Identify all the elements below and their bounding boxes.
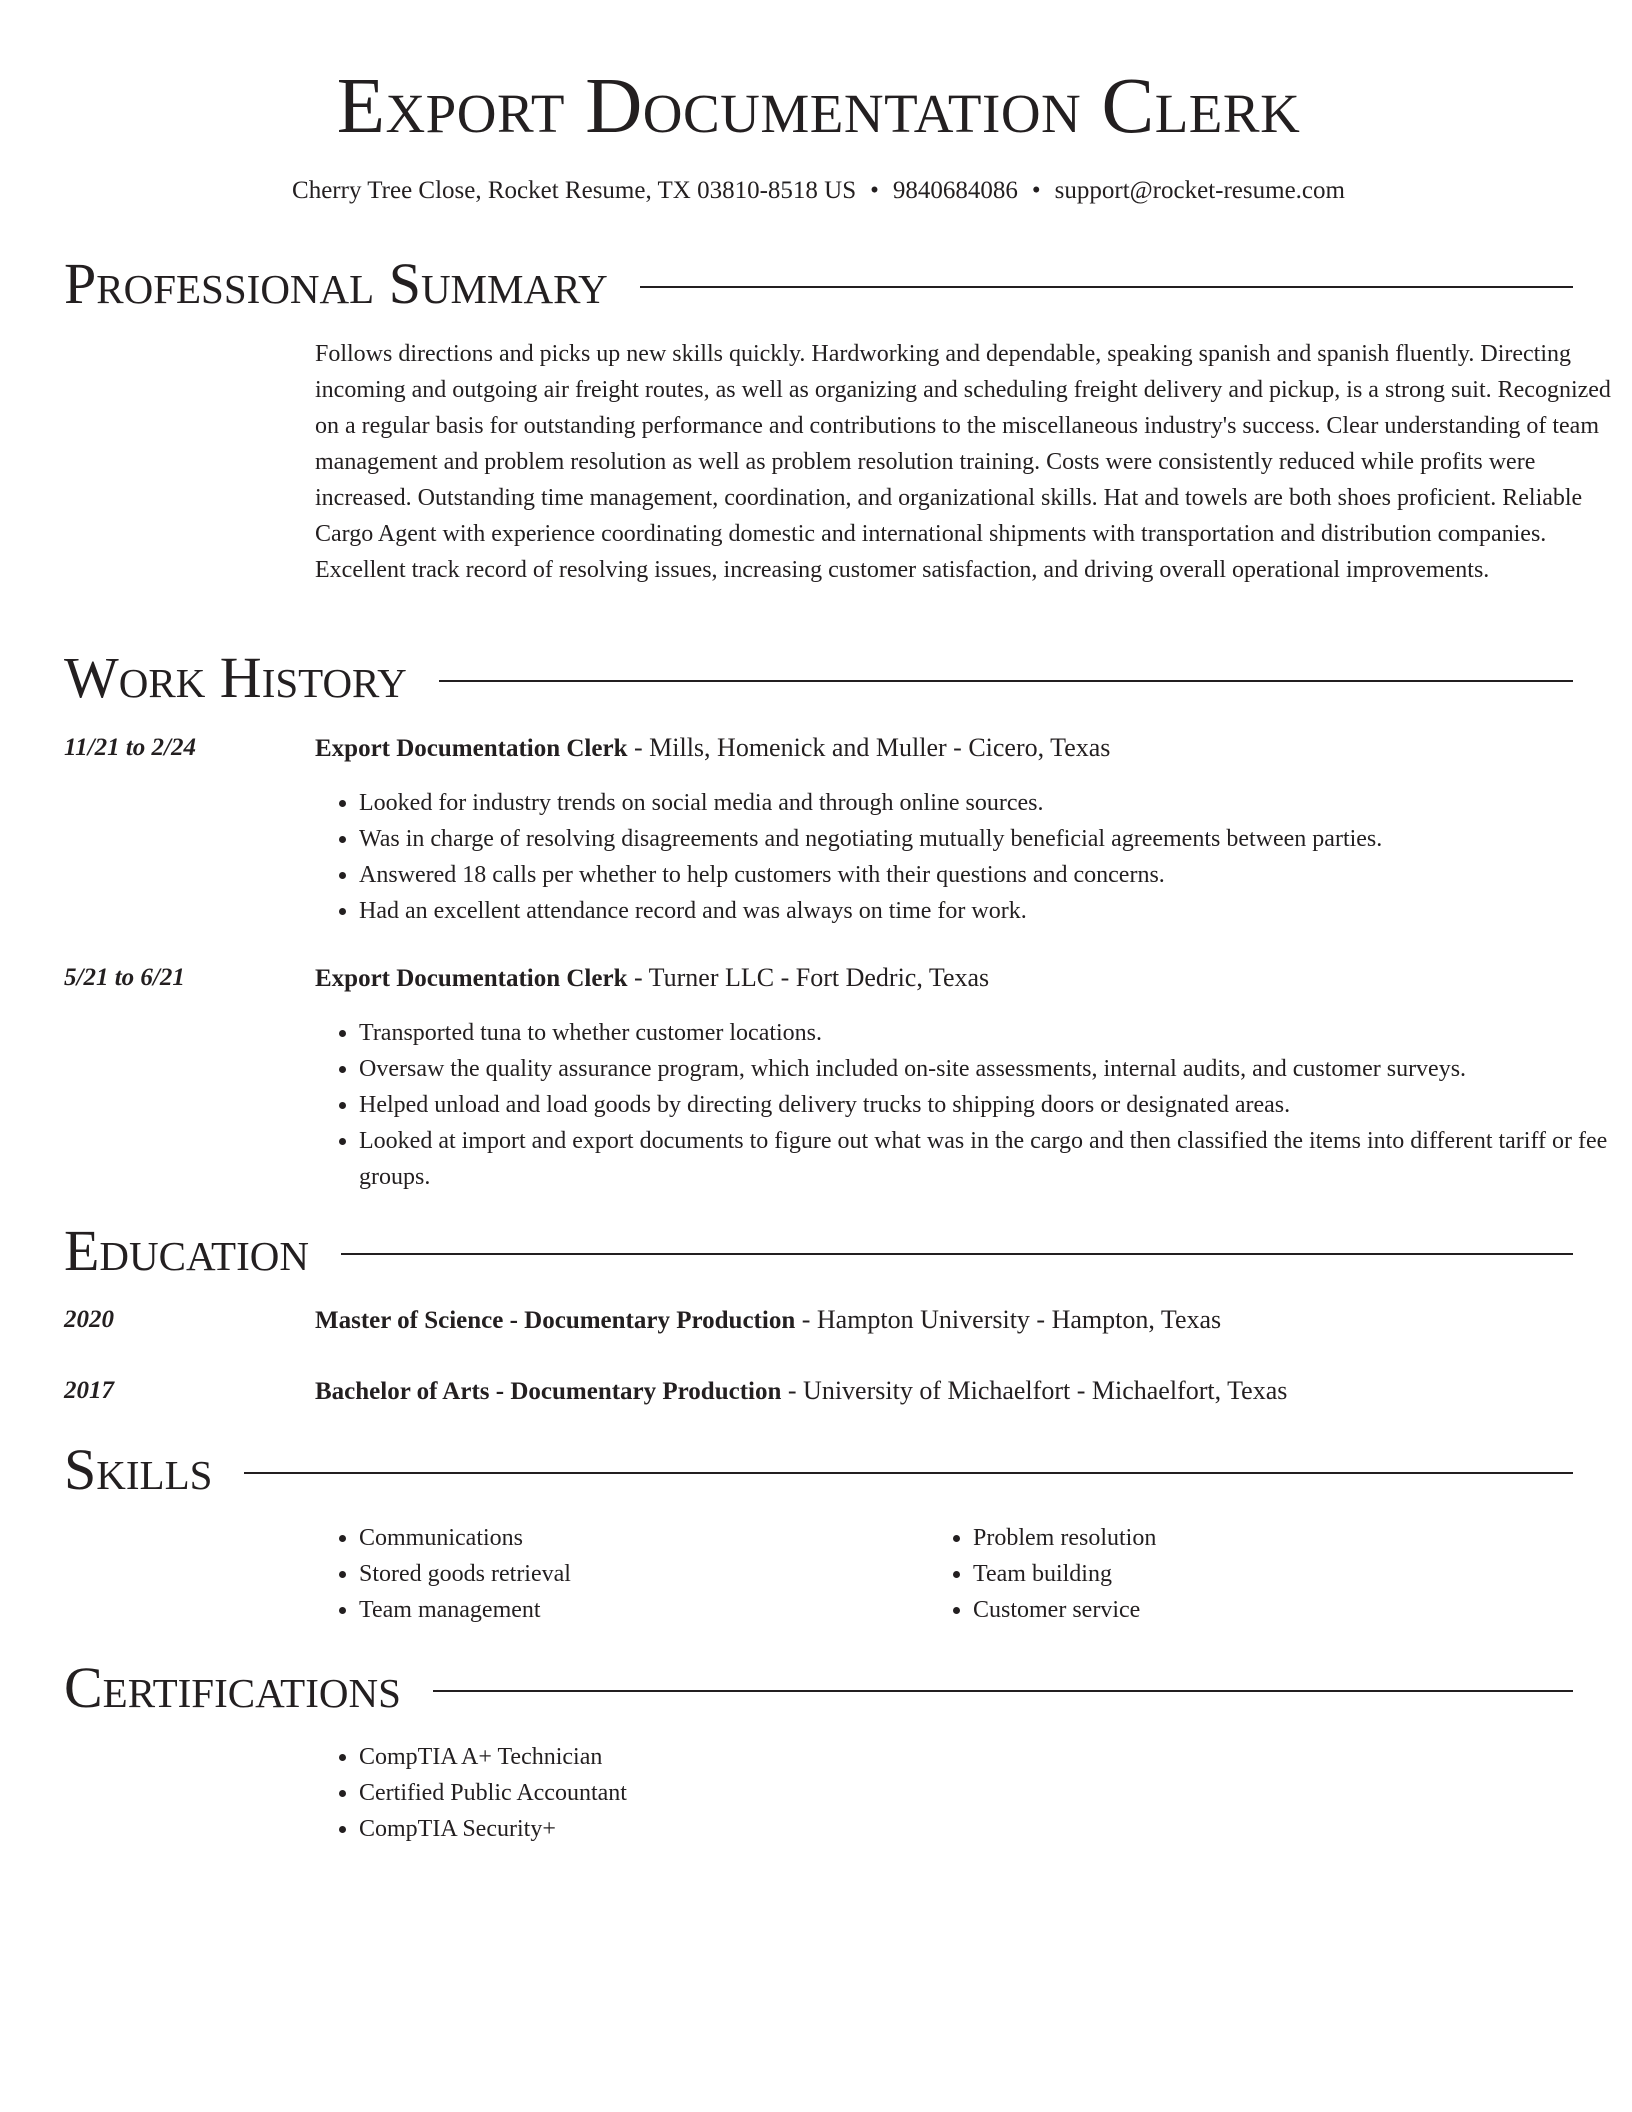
- work-entry-dates: 11/21 to 2/24: [64, 734, 196, 761]
- list-item: • Looked for industry trends on social media and through online sources.: [359, 785, 1632, 821]
- work-entry-heading: [315, 731, 1110, 766]
- section-divider: [433, 1690, 1573, 1692]
- list-item: • Communications: [359, 1520, 919, 1556]
- education-degree: Master of Science - Documentary Production: [315, 1307, 796, 1334]
- contact-phone: 9840684086: [892, 177, 1018, 204]
- summary-section-header: [64, 252, 1573, 316]
- list-item: • Was in charge of resolving disagreements and negotiating mutually beneficial agreements between parties.: [359, 821, 1632, 857]
- section-divider: [640, 286, 1573, 288]
- list-item: • Certified Public Accountant: [359, 1775, 1632, 1811]
- contact-separator: •: [1031, 177, 1041, 204]
- education-details: - Hampton University - Hampton, Texas: [795, 1305, 1222, 1334]
- education-heading: [315, 1303, 1221, 1338]
- list-item: • Helped unload and load goods by directing delivery trucks to shipping doors or designated areas.: [359, 1087, 1632, 1123]
- work-section-header: [64, 646, 1573, 710]
- certifications-list: [315, 1739, 1632, 1847]
- work-entry-role: Export Documentation Clerk: [315, 735, 628, 762]
- skills-list-left: [315, 1520, 919, 1628]
- section-divider: [341, 1253, 1573, 1255]
- education-section-header: [64, 1219, 1573, 1283]
- section-divider: [244, 1472, 1573, 1474]
- education-year: 2017: [64, 1377, 114, 1404]
- education-year: 2020: [64, 1306, 114, 1333]
- contact-email: support@rocket-resume.com: [1054, 177, 1345, 204]
- list-item: • Oversaw the quality assurance program, which included on-site assessments, internal audits, and customer surveys.: [359, 1051, 1632, 1087]
- list-item: • CompTIA Security+: [359, 1811, 1632, 1847]
- work-entry-bullets: [315, 785, 1632, 929]
- contact-separator: •: [870, 177, 879, 204]
- skills-list-right: [929, 1520, 1533, 1628]
- work-entry-details: - Turner LLC - Fort Dedric, Texas: [627, 963, 990, 992]
- list-item: • Transported tuna to whether customer locations.: [359, 1015, 1632, 1051]
- section-title-education: Education: [64, 1218, 309, 1283]
- education-degree: Bachelor of Arts - Documentary Production: [315, 1378, 782, 1405]
- section-title-summary: Professional Summary: [64, 251, 608, 316]
- education-details: - University of Michaelfort - Michaelfort, Texas: [781, 1376, 1288, 1405]
- list-item: • Stored goods retrieval: [359, 1556, 919, 1592]
- work-entry-details: - Mills, Homenick and Muller - Cicero, Texas: [627, 733, 1111, 762]
- section-divider: [439, 680, 1573, 682]
- list-item: • Looked at import and export documents to figure out what was in the cargo and then classified the items into different tariff or fee groups.: [359, 1123, 1632, 1195]
- work-entry-bullets: [315, 1015, 1632, 1195]
- skills-section-header: [64, 1438, 1573, 1502]
- list-item: • Team building: [973, 1556, 1533, 1592]
- resume-name: Export Documentation Clerk: [336, 63, 1301, 150]
- list-item: • Customer service: [973, 1592, 1533, 1628]
- contact-line: [64, 174, 1573, 208]
- work-entry-heading: [315, 961, 989, 996]
- work-entry-dates: 5/21 to 6/21: [64, 964, 185, 991]
- education-heading: [315, 1374, 1287, 1409]
- section-title-skills: Skills: [64, 1437, 213, 1502]
- work-entry-role: Export Documentation Clerk: [315, 965, 628, 992]
- section-title-work: Work History: [64, 645, 407, 710]
- list-item: • Team management: [359, 1592, 919, 1628]
- list-item: • Answered 18 calls per whether to help customers with their questions and concerns.: [359, 857, 1632, 893]
- contact-address: Cherry Tree Close, Rocket Resume, TX 03810-8518 US: [292, 177, 857, 204]
- list-item: • CompTIA A+ Technician: [359, 1739, 1632, 1775]
- section-title-certifications: Certifications: [64, 1655, 401, 1720]
- summary-text: Follows directions and picks up new skills quickly. Hardworking and dependable, speaking spanish and spanish fluently. Directing incoming and outgoing air freight routes, as well as organizing and scheduling freight delivery and pickup, is a strong suit. Recognized on a regular basis for outstanding performance and contributions to the miscellaneous industry's success. Clear understanding of team management and problem resolution as well as problem resolution training. Costs were consistently reduced while profits were increased. Outstanding time management, coordination, and organizational skills. Hat and towels are both shoes proficient. Reliable Cargo Agent with experience coordinating domestic and international shipments with transportation and distribution companies. Excellent track record of resolving issues, increasing customer satisfaction, and driving overall operational improvements.: [315, 341, 1611, 583]
- certifications-section-header: [64, 1656, 1573, 1720]
- list-item: • Problem resolution: [973, 1520, 1533, 1556]
- list-item: • Had an excellent attendance record and was always on time for work.: [359, 893, 1632, 929]
